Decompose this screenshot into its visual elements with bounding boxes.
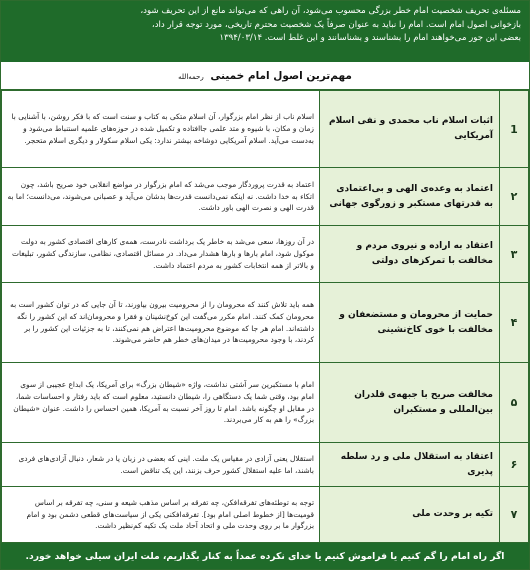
principle-description: امام با مستکبرین سر آشتی نداشت، واژه «شیطان بزرگ» برای آمریکا، یک ابداع عجیبی از سوی امام بود، وقتی شما یک دستگاهی را، شیطان دانستید، معلوم است که باید رفتار و احساسات شما، در مقابل او چگونه باشد. امام تا روز آخر نسبت به آمریکا، همین احساس را داشت. عنوان «شیطان بزرگ» را هم به کار می‌بردند.	[2, 363, 320, 443]
principle-description: توجه به توطئه‌های تفرقه‌افکن، چه تفرقه بر اساس مذهب شیعه و سنی، چه تفرقه بر اساس قومیت‌ها [از خطوط اصلی امام بود]. تفرقه‌افکنی یکی از سیاست‌های قطعی دشمن بود و امام بزرگوار ما بر روی وحدت ملی و اتحاد آحاد ملت یک تکیه کم‌نظیر داشت.	[2, 487, 320, 543]
intro-line-1: مسئله‌ی تحریف شخصیت امام خطر بزرگی محسوب می‌شود، آن راهی که می‌تواند مانع از این تحریف شود،	[140, 6, 521, 16]
title-bar	[1, 62, 529, 90]
principle-description: همه باید تلاش کنند که محرومان را از محرومیت بیرون بیاورند، تا آن جایی که در توان کشور است به محرومان کمک کنند. امام مکرر می‌گفت این کوخ‌نشینان و فقرا و محرومان‌اند که این کشور را نگه داشته‌اند. امام هر جا که موضوع محرومیت‌ها اعتراض هم نمی‌کنند، تا به جزئیات این کشور را بر کردند، با وجود محرومیت‌ها در میدان‌های خطر هم حاضر می‌شوند.	[2, 283, 320, 363]
principles-table	[1, 90, 529, 543]
row-number: ۶	[500, 443, 529, 487]
row-number: ۳	[500, 226, 529, 283]
principle-title: حمایت از محرومان و مستضعفان و مخالفت با خوی کاخ‌نشینی	[320, 283, 500, 363]
row-number: ۴	[500, 283, 529, 363]
row-number: ۷	[500, 487, 529, 543]
row-number: ۲	[500, 168, 529, 226]
table-row	[2, 363, 529, 443]
principle-title: اثبات اسلام ناب محمدی و نفی اسلام آمریکایی	[320, 91, 500, 168]
intro-line-3: بعضی این جور می‌خواهند امام را بشناسند و بشناسانند و این غلط است. ۱۳۹۴/۰۳/۱۴	[219, 33, 521, 43]
row-number: ۵	[500, 363, 529, 443]
principle-title: اعتماد به وعده‌ی الهی و بی‌اعتمادی به قدرتهای مستکبر و زورگوی جهانی	[320, 168, 500, 226]
table-row	[2, 226, 529, 283]
principle-description: اعتماد به قدرت پروردگار موجب می‌شد که امام بزرگوار در مواضع انقلابی خود صریح باشد، چون اتکاء به خدا داشت. نه اینکه نمی‌دانست قدرت‌ها بدشان می‌آید و عصبانی می‌شوند، می‌دانست؛ اما به قدرت الهی و نصرت الهی باور داشت.	[2, 168, 320, 226]
principle-title: اعتقاد به استقلال ملی و رد سلطه پذیری	[320, 443, 500, 487]
principle-description: استقلال یعنی آزادی در مقیاس یک ملت. اینی که بعضی در زبان یا در شعار، دنبال آزادی‌های فردی باشند، اما علیه استقلال کشور حرف بزنند، این یک تناقض است.	[2, 443, 320, 487]
title-honorific: رحمه‌الله	[178, 72, 204, 81]
table-row	[2, 168, 529, 226]
row-number: 1	[500, 91, 529, 168]
table-row	[2, 283, 529, 363]
title-text: مهم‌ترین اصول امام خمینی	[210, 69, 352, 82]
page-title	[178, 70, 352, 82]
table-row	[2, 487, 529, 543]
principle-title: مخالفت صریح با جبهه‌ی قلدران بین‌المللی و مستکبران	[320, 363, 500, 443]
footer-quote: اگر راه امام را گم کنیم یا فراموش کنیم یا خدای نکرده عمداً به کنار بگذاریم، ملت ایران سیلی خواهد خورد.	[25, 550, 505, 562]
principle-description: در آن روزها، سعی می‌شد به خاطر یک برداشت نادرست، همه‌ی کارهای اقتصادی کشور به دولت موکول شود، امام بارها و بارها هشدار می‌داد. در مسائل اقتصادی، نظامی، سازندگی کشور، تبلیغات و بالاتر از همه انتخابات کشور به مردم اعتماد داشت.	[2, 226, 320, 283]
principle-title: اعتقاد به اراده و نیروی مردم و مخالفت با تمرکزهای دولتی	[320, 226, 500, 283]
intro-line-2: بازخوانی اصول امام است. امام را نباید به عنوان صرفاً یک شخصیت محترم تاریخی، مورد توجه قرار داد،	[151, 19, 521, 30]
footer-banner	[1, 543, 529, 569]
table-row	[2, 91, 529, 168]
table-row	[2, 443, 529, 487]
principle-title: تکیه بر وحدت ملی	[320, 487, 500, 543]
intro-banner	[1, 1, 529, 62]
principle-description: اسلام ناب از نظر امام بزرگوار، آن اسلام متکی به کتاب و سنت است که با فکر روشن، با آشنایی با زمان و مکان، با شیوه و متد علمی جاافتاده و تکمیل شده در حوزه‌های علمیه استنباط می‌شود و به‌دست می‌آید. اسلام آمریکایی دوشاخه بیشتر ندارد: یکی اسلام سکولار و دیگری اسلام متحجر.	[2, 91, 320, 168]
